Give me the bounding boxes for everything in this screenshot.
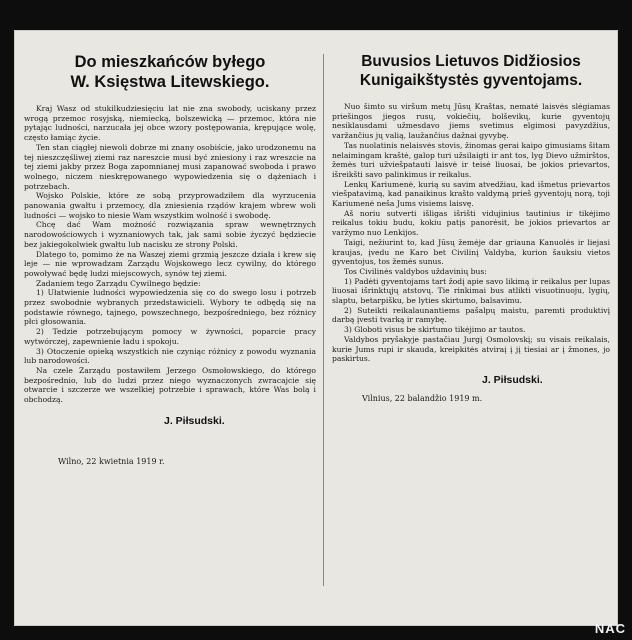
lithuanian-title-line-2: Kunigaikštystės gyventojams. (359, 72, 583, 89)
polish-paragraph: 2) Tedzie potrzebującym pomocy w żywności, poparcie pracy wytwórczej, zapewnienie ładu i spokoju. (24, 327, 316, 346)
lithuanian-paragraph: 3) Globoti visus be skirtumo tikėjimo ar tautos. (344, 325, 526, 335)
polish-dateline: Wilno, 22 kwietnia 1919 r. (58, 456, 165, 466)
lithuanian-column (332, 52, 610, 616)
lithuanian-paragraph: 1) Padėti gyventojams tart žodį apie savo likimą ir reikalus per lupas liuosai išrinktųjų atstovų. Tie rinkimai bus atlikti visuotinuoju, lygių, slaptu, betarpišku, be lyties skirtumo, balsavimu. (332, 276, 610, 306)
polish-paragraph: Wojsko Polskie, które ze sobą przyprowadziłem dla wyrzucenia panowania gwałtu i przemocy, dla zniesienia rządów krajem wbrew woli ludności — wojsko to niesie Wam wszystkim wolność i swobodę. (24, 191, 316, 220)
polish-paragraph: Ten stan ciągłej niewoli dobrze mi znany osobiście, jako urodzonemu na tej nieszczęśliwej ziemi raz nareszcie musi być zniesiony i raz wreszcie na tej ziemi jakby przez Boga zapomnianej musi zapanować swoboda i prawo wolnego, niczem nieskrępowanego wypowiedzenia się o dążeniach i potrzebach. (24, 142, 316, 191)
proclamation-sheet (14, 30, 618, 626)
polish-paragraph: Na czele Zarządu postawiłem Jerzego Osmołowskiego, do którego bezpośrednio, lub do ludzi przez niego wyznaczonych zwracajcie się otwarcie i szczerze we wszelkiej potrzebie i sprawach, które Was bolą i obchodzą. (24, 365, 316, 405)
lithuanian-paragraph: Tas nuolatinis nelaisvės stovis, žinomas gerai kaipo gimusiams šitam nelaimingam kraštė, galop turi užsilaigti ir ant tos, lyg Dievo užmirštos, žemės turi užviešpatauti laisvė ir teisė liuosai, be jokios prievartos, išreikšti savo palinkimus ir reikalus. (332, 140, 610, 179)
lithuanian-signature: J. Piłsudski. (482, 373, 543, 386)
polish-title-line-1: Do mieszkańców byłego (74, 53, 266, 71)
polish-paragraph: Zadaniem tego Zarządu Cywilnego będzie: (36, 278, 201, 288)
polish-paragraph: Kraj Wasz od stukilkudziesięciu lat nie zna swobody, uciskany przez wrogą przemoc rosyjską, niemiecką, bolszewicką — przemoc, która nie pytając ludności, narzucała jej obce wzory postępowania, krępujące wolę, często łamiąc życie. (24, 104, 316, 143)
lithuanian-paragraph: Taigi, nežiurint to, kad Jūsų žemėje dar griauna Kanuolės ir liejasi kraujas, įvedu ne Karo bet Civilinį Valdyba, kurion šauksiu vietos gyventojus, tos žemės sunus. (332, 237, 610, 267)
lithuanian-body (332, 102, 610, 364)
lithuanian-title (332, 52, 610, 90)
polish-paragraph: Chcę dać Wam możność rozwiązania spraw wewnętrznych narodowościowych i wyznaniowych tak, jak sami sobie życzyć będziecie bez jakiegokolwiek gwałtu lub nacisku ze strony Polski. (24, 220, 316, 249)
lithuanian-paragraph: Lenkų Kariumenė, kurią su savim atvedžiau, kad išmetus prievartos viešpatavimą, kad panaikinus krašto valdymą prieš gyventojų norą, toji Kariumenė neša Jums visiems laisvę. (332, 179, 610, 209)
polish-paragraph: 3) Otoczenie opieką wszystkich nie czyniąc różnicy z powodu wyznania lub narodowości. (24, 346, 316, 366)
lithuanian-title-line-1: Buvusios Lietuvos Didžiosios (361, 53, 581, 70)
lithuanian-paragraph: Valdybos pryšakyje pastačiau Jurgį Osmolovskį; su visais reikalais, kurie Jums rupi ir skauda, kreipkitės atviraį į jį tiesiai ar į žmones, jo paskirtus. (332, 334, 610, 364)
archive-watermark-text: NAC (594, 621, 626, 636)
polish-column (24, 52, 316, 616)
archive-watermark (595, 621, 626, 636)
polish-paragraph: 1) Ułatwienie ludności wypowiedzenia się co do swego losu i potrzeb przez swobodnie wybranych przedstawicieli. Wybory te odbędą się na podstawie równego, tajnego, powszechnego, bezpośredniego, bez różnicy płci głosowania. (24, 288, 316, 327)
lithuanian-dateline: Vilnius, 22 balandžio 1919 m. (362, 393, 483, 403)
lithuanian-paragraph: 2) Suteikti reikalaunantiems pašalpų maistu, paremti produktivį darbą įvesti tvarką ir ramybę. (332, 305, 610, 325)
lithuanian-paragraph: Tos Civilinės valdybos uždavinių bus: (344, 266, 487, 276)
polish-title-line-2: W. Księstwa Litewskiego. (70, 73, 270, 91)
polish-title (24, 52, 316, 92)
polish-paragraph: Dlatego to, pomimo że na Waszej ziemi grzmią jeszcze działa i krew się leje — nie wprowadzam Zarządu Wojskowego lecz cywilny, do którego powoływać będę ludzi miejscowych, synów tej ziemi. (24, 249, 316, 278)
polish-signature: J. Piłsudski. (164, 414, 225, 427)
lithuanian-paragraph: Aš noriu sutverti išligas išrišti vidujinius tautinius ir tikėjimo reikalus tokiu budu, kokiu patįs panorėsit, be jokios prievartos ar varžymo nuo Lenkijos. (332, 208, 610, 238)
lithuanian-paragraph: Nuo šimto su viršum metų Jūsų Kraštas, nematė laisvės slėgiamas priešingos jiegos rusų, vokiečių, bolševikų, kurie gyventojų nesiklausdami užmesdavo jiems svetimus elgimosi pavyzdžius, varžančius jų valią, laužančius dažnai gyvybę. (332, 102, 610, 141)
polish-body (24, 104, 316, 405)
column-divider (323, 54, 324, 586)
